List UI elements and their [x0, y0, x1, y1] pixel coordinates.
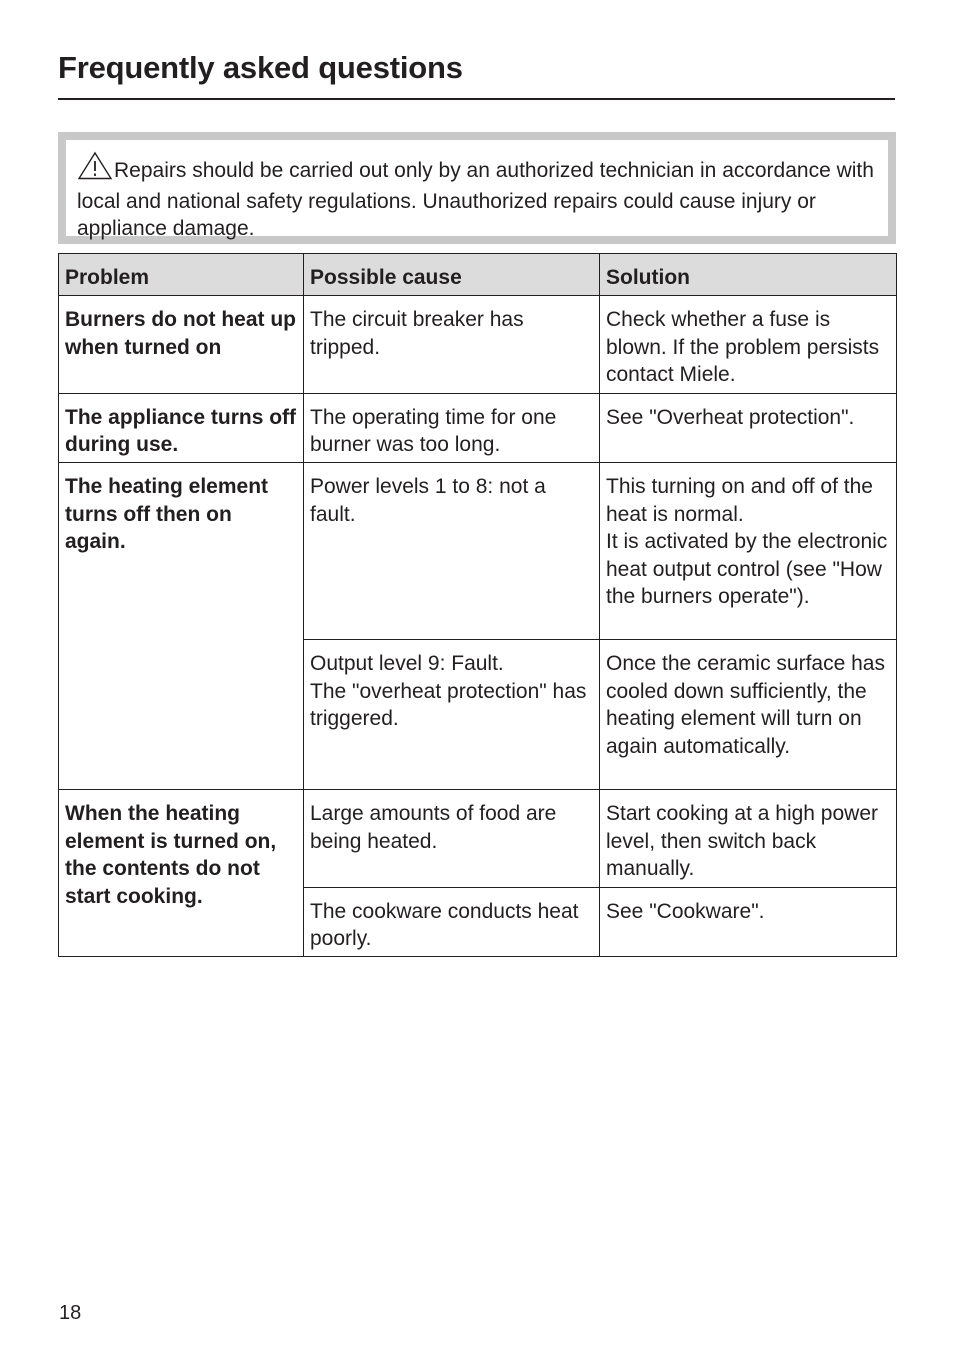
- title-divider: [58, 98, 895, 100]
- solution-cell: See "Overheat protection".: [600, 393, 897, 463]
- cause-cell: Large amounts of food are being heated.: [304, 790, 600, 887]
- header-possible-cause: Possible cause: [304, 254, 600, 296]
- table-row: [59, 296, 897, 393]
- table-row: [59, 463, 897, 640]
- cause-cell: The cookware conducts heat poorly.: [304, 887, 600, 957]
- solution-cell: Start cooking at a high power level, then switch back manually.: [600, 790, 897, 887]
- header-solution: Solution: [600, 254, 897, 296]
- cause-cell: The circuit breaker has tripped.: [304, 296, 600, 393]
- warning-triangle-icon: [77, 151, 113, 188]
- problem-cell: The appliance turns off during use.: [59, 393, 304, 463]
- problem-cell: When the heating element is turned on, the contents do not start cooking.: [59, 790, 304, 957]
- header-problem: Problem: [59, 254, 304, 296]
- table-row: [59, 393, 897, 463]
- solution-cell: Once the ceramic surface has cooled down sufficiently, the heating element will turn on again automatically.: [600, 640, 897, 790]
- table-row: [59, 790, 897, 887]
- warning-text: Repairs should be carried out only by an authorized technician in accordance with local and national safety regulations. Unauthorized repairs could cause injury or appliance damage.: [77, 159, 874, 240]
- table-header-row: [59, 254, 897, 296]
- page-number: 18: [59, 1302, 82, 1324]
- problem-cell: The heating element turns off then on again.: [59, 463, 304, 790]
- problem-cell: Burners do not heat up when turned on: [59, 296, 304, 393]
- page-title: Frequently asked questions: [58, 50, 463, 85]
- warning-panel: [66, 140, 888, 240]
- cause-cell: Power levels 1 to 8: not a fault.: [304, 463, 600, 640]
- solution-cell: See "Cookware".: [600, 887, 897, 957]
- solution-cell: Check whether a fuse is blown. If the problem persists contact Miele.: [600, 296, 897, 393]
- warning-box: [58, 132, 896, 244]
- cause-cell: Output level 9: Fault. The "overheat protection" has triggered.: [304, 640, 600, 790]
- faq-table: [58, 253, 897, 957]
- solution-cell: This turning on and off of the heat is normal. It is activated by the electronic heat output control (see "How the burners operate").: [600, 463, 897, 640]
- cause-cell: The operating time for one burner was too long.: [304, 393, 600, 463]
